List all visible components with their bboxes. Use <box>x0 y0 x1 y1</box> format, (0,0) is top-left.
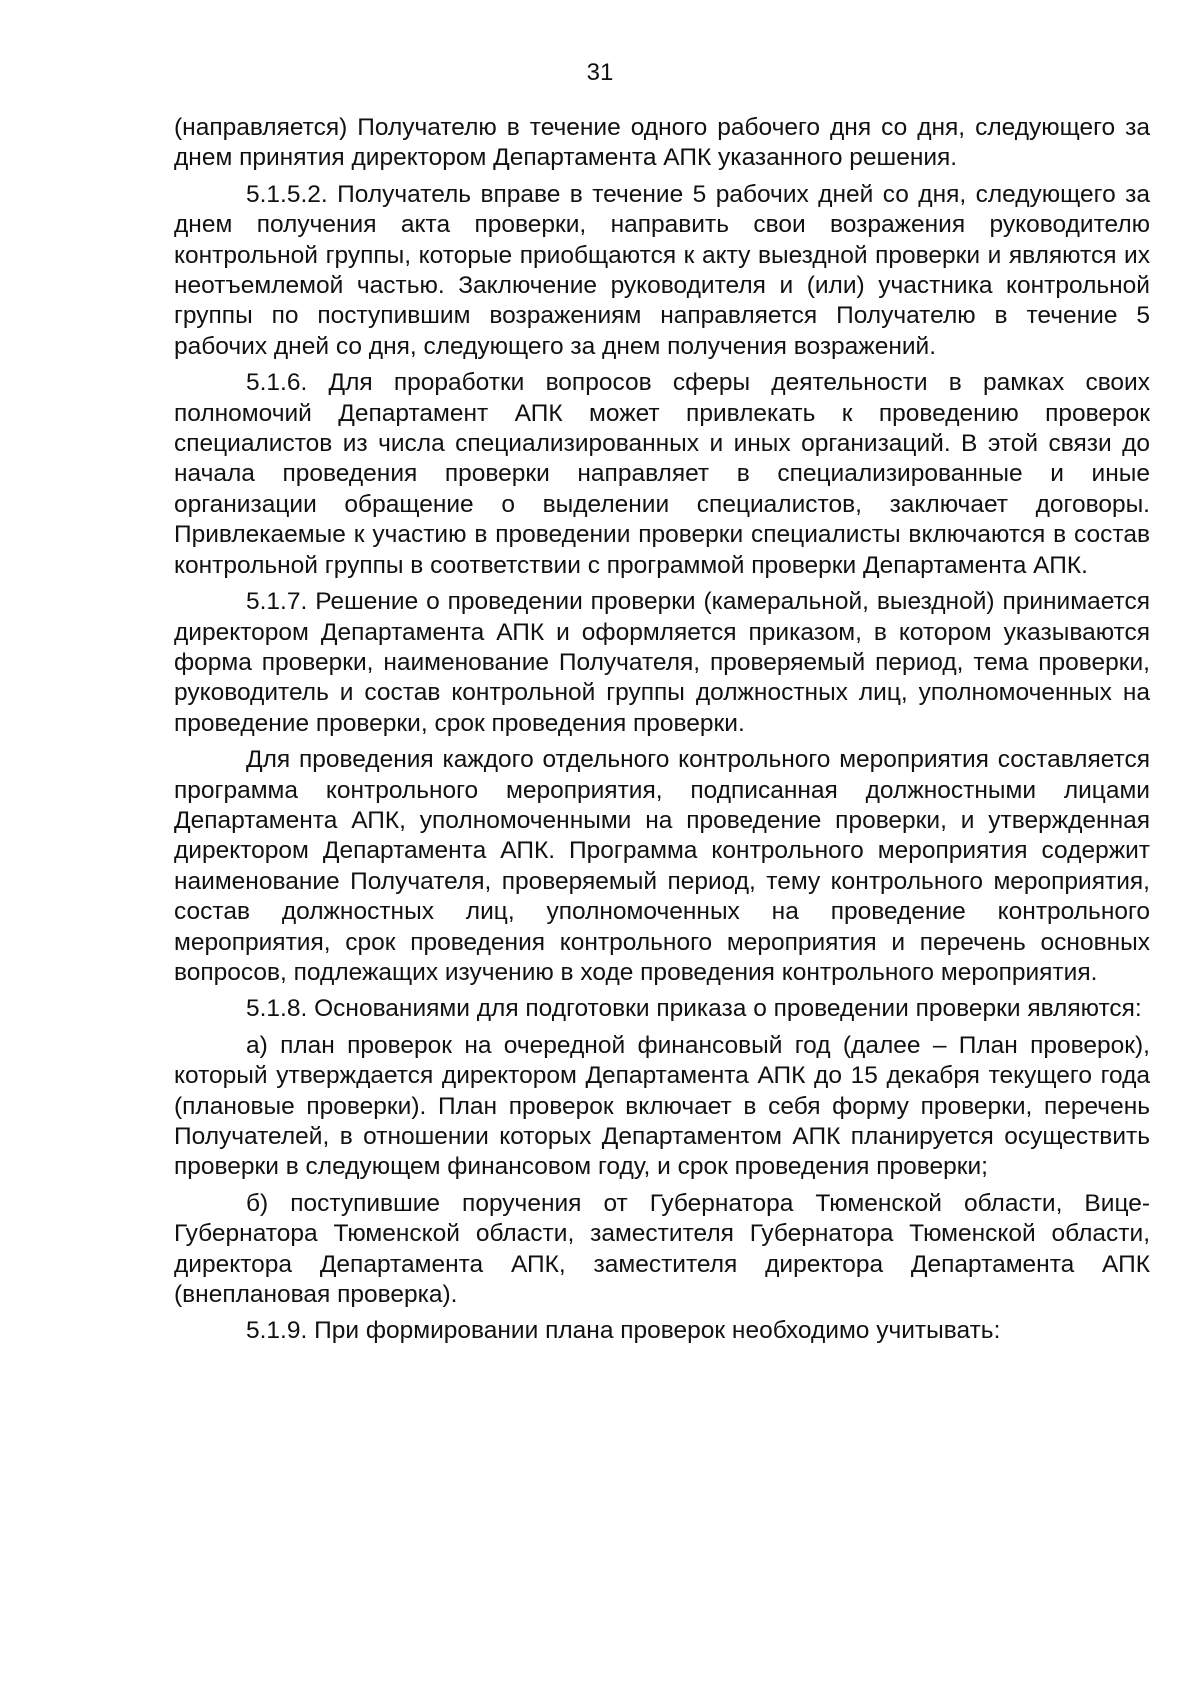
paragraph-5-1-5-2: 5.1.5.2. Получатель вправе в течение 5 рабочих дней со дня, следующего за днем получения акта проверки, направить свои возражения руководителю контрольной группы, которые приобщаются к акту выездной проверки и являются их неотъемлемой частью. Заключение руководителя и (или) участника контрольной группы по поступившим возражениям направляется Получателю в течение 5 рабочих дней со дня, следующего за днем получения возражений. <box>174 180 1150 360</box>
paragraph-5-1-9: 5.1.9. При формировании плана проверок необходимо учитывать: <box>246 1317 1001 1345</box>
paragraph-5-1-8: 5.1.8. Основаниями для подготовки приказа о проведении проверки являются: <box>246 995 1142 1023</box>
paragraph-continuation: (направляется) Получателю в течение одного рабочего дня со дня, следующего за днем принятия директором Департамента АПК указанного решения. <box>174 114 1150 172</box>
paragraph-5-1-7: 5.1.7. Решение о проведении проверки (камеральной, выездной) принимается директором Департамента АПК и оформляется приказом, в котором указываются форма проверки, наименование Получателя, проверяемый период, тема проверки, руководитель и состав контрольной группы должностных лиц, уполномоченных на проведение проверки, срок проведения проверки. <box>174 588 1150 737</box>
document-body <box>174 113 1150 1353</box>
paragraph-5-1-6: 5.1.6. Для проработки вопросов сферы деятельности в рамках своих полномочий Департамент АПК может привлекать к проведению проверок специалистов из числа специализированных и иных организаций. В этой связи до начала проведения проверки направляет в специализированные и иные организации обращение о выделении специалистов, заключает договоры. Привлекаемые к участию в проведении проверки специалисты включаются в состав контрольной группы в соответствии с программой проверки Департамента АПК. <box>174 369 1150 579</box>
page-number: 31 <box>586 59 614 86</box>
paragraph-item-a: а) план проверок на очередной финансовый год (далее – План проверок), который утверждается директором Департамента АПК до 15 декабря текущего года (плановые проверки). План проверок включает в себя форму проверки, перечень Получателей, в отношении которых Департаментом АПК планируется осуществить проверки в следующем финансовом году, и срок проведения проверки; <box>174 1031 1150 1181</box>
paragraph-program-of-control-event: Для проведения каждого отдельного контрольного мероприятия составляется программа контрольного мероприятия, подписанная должностными лицами Департамента АПК, уполномоченными на проведение проверки, и утвержденная директором Департамента АПК. Программа контрольного мероприятия содержит наименование Получателя, проверяемый период, тему контрольного мероприятия, состав должностных лиц, уполномоченных на проведение контрольного мероприятия, срок проведения контрольного мероприятия и перечень основных вопросов, подлежащих изучению в ходе проведения контрольного мероприятия. <box>174 746 1150 986</box>
paragraph-item-b: б) поступившие поручения от Губернатора Тюменской области, Вице-Губернатора Тюменской области, заместителя Губернатора Тюменской области, директора Департамента АПК, заместителя директора Департамента АПК (внеплановая проверка). <box>174 1189 1150 1309</box>
